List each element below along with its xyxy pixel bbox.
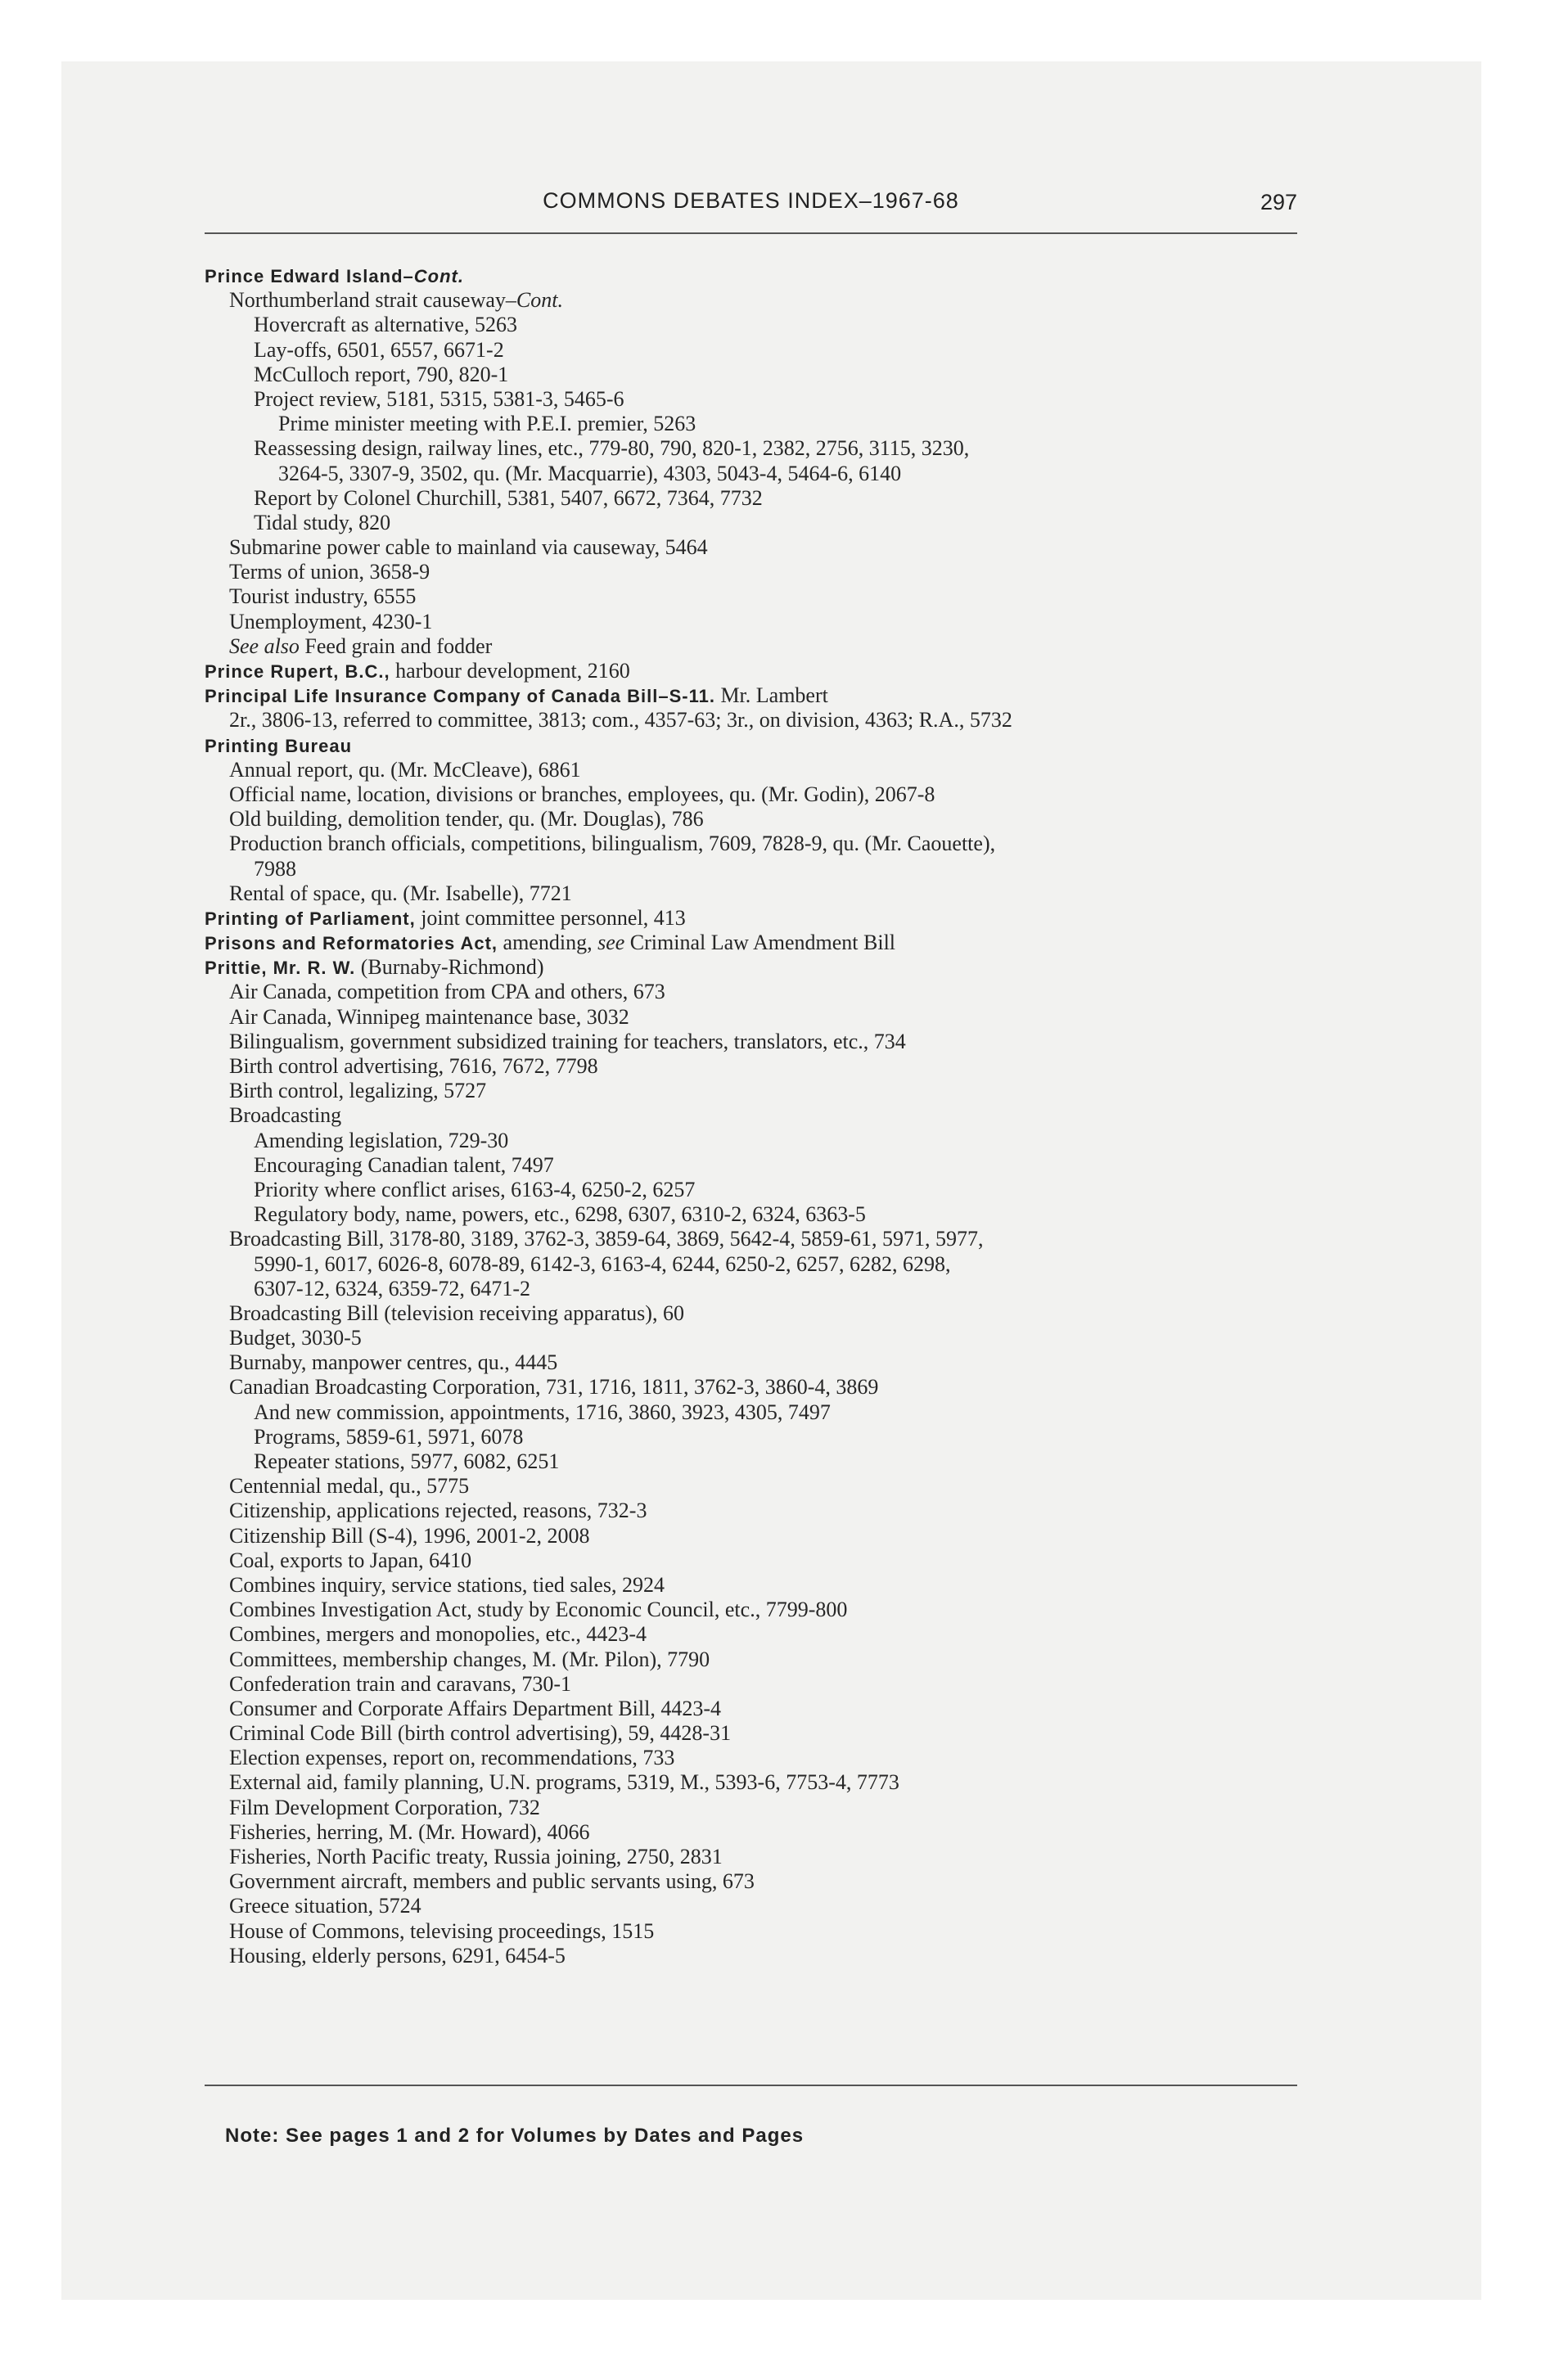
entry-text: Budget, 3030-5 [229,1326,362,1350]
entry-text: Coal, exports to Japan, 6410 [229,1548,472,1572]
entry-text: Broadcasting Bill (television receiving apparatus), 60 [229,1300,684,1325]
index-entry-line [205,610,1318,634]
entry-text: Birth control, legalizing, 5727 [229,1079,487,1103]
index-entry-line [205,1301,1318,1326]
index-entry-line [205,511,1318,535]
index-entry-line [205,1054,1318,1079]
entry-text: 2r., 3806-13, referred to committee, 3813; com., 4357-63; 3r., on division, 4363; R.A., 5732 [229,708,1012,732]
index-entry-line [205,807,1318,832]
entry-text: Combines Investigation Act, study by Economic Council, etc., 7799-800 [229,1598,848,1622]
entry-text: (Burnaby-Richmond) [355,955,544,980]
index-entry-line [205,1548,1318,1573]
entry-text: Official name, location, divisions or branches, employees, qu. (Mr. Godin), 2067-8 [229,782,935,806]
entry-text: Submarine power cable to mainland via causeway, 5464 [229,535,708,560]
index-entry-line [205,560,1318,584]
index-entry-line [205,1103,1318,1128]
index-entry-line [205,363,1318,387]
index-entry-line [205,1648,1318,1672]
entry-text: Report by Colonel Churchill, 5381, 5407, 6672, 7364, 7732 [254,485,763,510]
entry-text: 6307-12, 6324, 6359-72, 6471-2 [254,1276,530,1300]
index-entry-line [205,387,1318,412]
entry-text: Repeater stations, 5977, 6082, 6251 [254,1449,560,1473]
index-heading-line [205,955,1318,980]
index-entry-line [205,313,1318,337]
entry-text: And new commission, appointments, 1716, 3860, 3923, 4305, 7497 [254,1400,831,1424]
entry-text: Broadcasting Bill, 3178-80, 3189, 3762-3, 3859-64, 3869, 5642-4, 5859-61, 5971, 5977, [229,1227,984,1251]
entry-text: Government aircraft, members and public servants using, 673 [229,1869,755,1894]
index-entry-line [205,1474,1318,1499]
index-entry-line [205,1820,1318,1845]
entry-italic-text: see [597,931,625,955]
index-entry-line [205,1919,1318,1944]
entry-text: Combines inquiry, service stations, tied sales, 2924 [229,1572,665,1597]
index-entry-line [205,1796,1318,1820]
index-entry-line [205,1869,1318,1894]
entry-text: Broadcasting [229,1103,342,1128]
heading-text: Printing of Parliament, [205,908,416,929]
index-entry-line [205,1030,1318,1054]
entry-text: Combines, mergers and monopolies, etc., 4423-4 [229,1622,647,1647]
index-entry-line [205,412,1318,436]
index-entry-line [205,486,1318,511]
entry-text: Burnaby, manpower centres, qu., 4445 [229,1350,558,1375]
index-entry-line [205,1770,1318,1795]
entry-text: House of Commons, televising proceedings, 1515 [229,1918,655,1943]
index-entry-line [205,1129,1318,1153]
entry-italic-text: Cont. [516,288,563,313]
index-heading-line [205,733,1318,758]
index-entry-line [205,1005,1318,1030]
index-entries [205,264,1318,1968]
index-entry-line [205,1178,1318,1202]
index-entry-line [205,758,1318,782]
entry-text: Criminal Code Bill (birth control advertising), 59, 4428-31 [229,1721,732,1746]
heading-text: Prisons and Reformatories Act, [205,933,498,954]
entry-text: Northumberland strait causeway– [229,288,516,313]
index-entry-line [205,1079,1318,1103]
entry-text: 7988 [254,856,296,881]
entry-text: McCulloch report, 790, 820-1 [254,362,509,386]
entry-text: amending, [498,931,598,955]
index-heading-line [205,659,1318,683]
index-entry-line [205,1894,1318,1918]
index-entry-line [205,436,1318,461]
entry-text: Confederation train and caravans, 730-1 [229,1671,572,1696]
entry-text: Encouraging Canadian talent, 7497 [254,1152,554,1177]
index-entry-line [205,857,1318,881]
page-number: 297 [1260,190,1297,214]
index-entry-line [205,782,1318,807]
index-entry-line [205,1326,1318,1350]
entry-text: harbour development, 2160 [390,659,630,683]
entry-text: Canadian Broadcasting Corporation, 731, 1716, 1811, 3762-3, 3860-4, 3869 [229,1375,879,1400]
index-entry-line [205,1598,1318,1622]
footer-rule [205,2085,1297,2086]
entry-text: Priority where conflict arises, 6163-4, 6250-2, 6257 [254,1177,696,1201]
running-title: COMMONS DEBATES INDEX–1967-68 [543,188,959,213]
index-entry-line [205,1202,1318,1227]
header-rule [205,232,1297,234]
index-heading-line [205,683,1318,708]
entry-text: Birth control advertising, 7616, 7672, 7798 [229,1054,598,1078]
index-entry-line [205,1697,1318,1721]
heading-text: Principal Life Insurance Company of Canada Bill–S-11. [205,686,715,707]
entry-text: Tidal study, 820 [254,510,391,534]
index-entry-line [205,708,1318,732]
index-entry-line [205,1425,1318,1449]
entry-text: Mr. Lambert [714,683,828,708]
entry-text: Rental of space, qu. (Mr. Isabelle), 7721 [229,881,572,905]
index-entry-line [205,1350,1318,1375]
entry-text: Consumer and Corporate Affairs Department Bill, 4423-4 [229,1696,722,1720]
heading-text: Prince Edward Island– [205,266,414,286]
entry-text: Tourist industry, 6555 [229,584,417,609]
entry-text: Fisheries, North Pacific treaty, Russia joining, 2750, 2831 [229,1845,723,1868]
entry-text: Prime minister meeting with P.E.I. premier, 5263 [278,412,696,436]
index-entry-line [205,1524,1318,1548]
entry-italic-prefix: See also [229,633,300,658]
index-heading-line [205,931,1318,955]
entry-text-continued: Criminal Law Amendment Bill [624,931,896,955]
index-entry-line [205,535,1318,560]
entry-text: Production branch officials, competitions, bilingualism, 7609, 7828-9, qu. (Mr. Caouette), [229,832,996,856]
entry-text: Old building, demolition tender, qu. (Mr. Douglas), 786 [229,807,704,832]
index-entry-line [205,288,1318,313]
entry-text: Citizenship Bill (S-4), 1996, 2001-2, 2008 [229,1523,590,1548]
entry-text: Air Canada, Winnipeg maintenance base, 3032 [229,1004,629,1029]
entry-text: Hovercraft as alternative, 5263 [254,313,517,337]
index-entry-line [205,1944,1318,1968]
entry-text: Feed grain and fodder [299,633,493,658]
entry-text: Committees, membership changes, M. (Mr. Pilon), 7790 [229,1647,710,1671]
index-entry-line [205,1573,1318,1598]
entry-text: Bilingualism, government subsidized training for teachers, translators, etc., 734 [229,1029,906,1053]
entry-text: Reassessing design, railway lines, etc., 779-80, 790, 820-1, 2382, 2756, 3115, 3230, [254,436,970,461]
entry-text: 5990-1, 6017, 6026-8, 6078-89, 6142-3, 6163-4, 6244, 6250-2, 6257, 6282, 6298, [254,1251,951,1276]
entry-text: Annual report, qu. (Mr. McCleave), 6861 [229,757,581,782]
entry-text: Election expenses, report on, recommendations, 733 [229,1746,675,1770]
index-entry-line [205,338,1318,363]
entry-text: Greece situation, 5724 [229,1894,421,1918]
entry-text: Lay-offs, 6501, 6557, 6671-2 [254,337,504,362]
index-entry-line [205,1672,1318,1697]
heading-text: Prittie, Mr. R. W. [205,958,356,979]
index-entry-line [205,1400,1318,1425]
index-entry-line [205,1622,1318,1647]
index-entry-line [205,1845,1318,1869]
heading-text: Prince Rupert, B.C., [205,661,390,682]
index-entry-line [205,1449,1318,1474]
entry-text: Fisheries, herring, M. (Mr. Howard), 4066 [229,1819,590,1844]
index-entry-line [205,881,1318,906]
entry-text: Citizenship, applications rejected, reasons, 732-3 [229,1499,647,1523]
entry-text: Programs, 5859-61, 5971, 6078 [254,1424,524,1449]
entry-text: Housing, elderly persons, 6291, 6454-5 [229,1943,566,1968]
index-entry-line [205,634,1318,659]
index-entry-line [205,1375,1318,1400]
index-entry-line [205,584,1318,609]
index-entry-line [205,1277,1318,1301]
heading-text: Printing Bureau [205,735,353,756]
entry-text: External aid, family planning, U.N. programs, 5319, M., 5393-6, 7753-4, 7773 [229,1770,899,1795]
index-entry-line [205,1746,1318,1770]
entry-text: Film Development Corporation, 732 [229,1795,540,1819]
footer-note: Note: See pages 1 and 2 for Volumes by Dates and Pages [225,2125,805,2147]
entry-text: joint committee personnel, 413 [415,905,686,930]
entry-text: Amending legislation, 729-30 [254,1128,509,1152]
index-entry-line [205,1153,1318,1178]
entry-text: Air Canada, competition from CPA and others, 673 [229,980,665,1004]
entry-text: Centennial medal, qu., 5775 [229,1474,470,1499]
index-entry-line [205,1499,1318,1523]
entry-text: Unemployment, 4230-1 [229,609,433,633]
heading-italic-text: Cont. [413,266,464,286]
index-entry-line [205,1227,1318,1251]
index-entry-line [205,832,1318,856]
index-entry-line [205,1721,1318,1746]
entry-text: Project review, 5181, 5315, 5381-3, 5465-6 [254,386,624,411]
entry-text: 3264-5, 3307-9, 3502, qu. (Mr. Macquarrie), 4303, 5043-4, 5464-6, 6140 [278,461,902,485]
index-entry-line [205,1252,1318,1277]
entry-text: Regulatory body, name, powers, etc., 6298, 6307, 6310-2, 6324, 6363-5 [254,1202,866,1227]
index-heading-line [205,906,1318,931]
entry-text: Terms of union, 3658-9 [229,560,430,584]
index-entry-line [205,980,1318,1004]
page-header [205,185,1297,234]
index-heading-line [205,264,1318,288]
index-entry-line [205,462,1318,486]
